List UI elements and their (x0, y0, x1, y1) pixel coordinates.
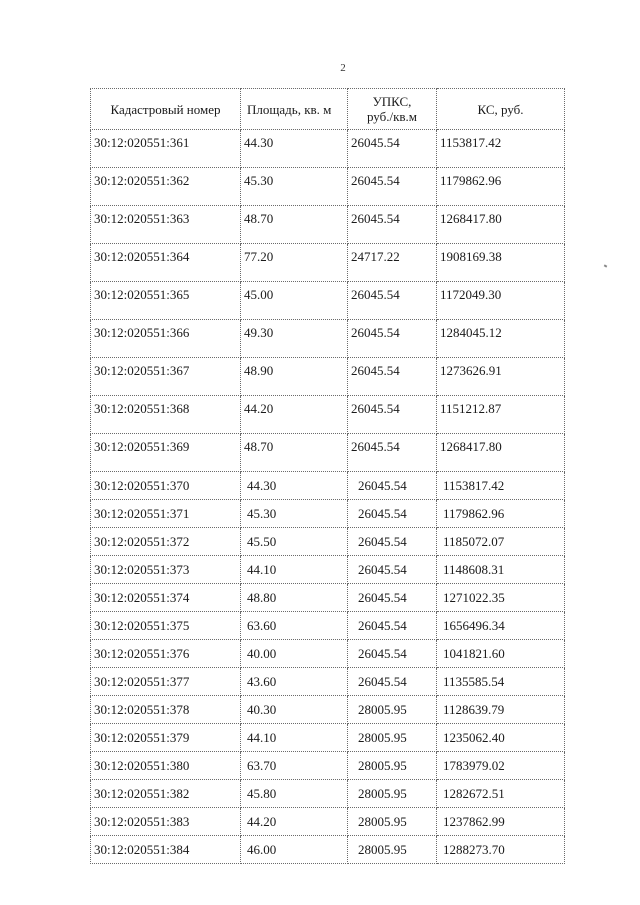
table-row (91, 696, 565, 724)
ks-cell: 1135585.54 (437, 668, 565, 696)
upks-cell: 26045.54 (348, 434, 437, 472)
area-cell: 44.20 (241, 808, 348, 836)
ks-cell: 1128639.79 (437, 696, 565, 724)
table-row (91, 320, 565, 358)
table-row (91, 206, 565, 244)
header-cadastral-number: Кадастровый номер (91, 89, 241, 130)
upks-cell: 26045.54 (348, 396, 437, 434)
cadastral-number-cell: 30:12:020551:374 (91, 584, 241, 612)
area-cell: 44.10 (241, 556, 348, 584)
upks-cell: 26045.54 (348, 612, 437, 640)
upks-cell: 28005.95 (348, 836, 437, 864)
scan-artifact (604, 264, 608, 267)
header-upks (348, 89, 437, 130)
upks-cell: 26045.54 (348, 358, 437, 396)
area-cell: 44.30 (241, 472, 348, 500)
cadastral-number-cell: 30:12:020551:367 (91, 358, 241, 396)
ks-cell: 1237862.99 (437, 808, 565, 836)
area-cell: 44.30 (241, 130, 348, 168)
ks-cell: 1172049.30 (437, 282, 565, 320)
table-row (91, 752, 565, 780)
cadastral-number-cell: 30:12:020551:383 (91, 808, 241, 836)
cadastral-number-cell: 30:12:020551:377 (91, 668, 241, 696)
upks-cell: 28005.95 (348, 808, 437, 836)
area-cell: 45.30 (241, 500, 348, 528)
area-cell: 49.30 (241, 320, 348, 358)
cadastral-number-cell: 30:12:020551:361 (91, 130, 241, 168)
ks-cell: 1282672.51 (437, 780, 565, 808)
ks-cell: 1153817.42 (437, 472, 565, 500)
table-row (91, 500, 565, 528)
page-number: 2 (340, 62, 346, 74)
area-cell: 48.70 (241, 434, 348, 472)
table-row (91, 434, 565, 472)
cadastral-number-cell: 30:12:020551:379 (91, 724, 241, 752)
area-cell: 45.80 (241, 780, 348, 808)
ks-cell: 1656496.34 (437, 612, 565, 640)
area-cell: 48.70 (241, 206, 348, 244)
area-cell: 45.00 (241, 282, 348, 320)
table-row (91, 724, 565, 752)
area-cell: 44.20 (241, 396, 348, 434)
ks-cell: 1273626.91 (437, 358, 565, 396)
area-cell: 77.20 (241, 244, 348, 282)
area-cell: 63.60 (241, 612, 348, 640)
table-row (91, 584, 565, 612)
cadastral-number-cell: 30:12:020551:362 (91, 168, 241, 206)
ks-cell: 1148608.31 (437, 556, 565, 584)
table-row (91, 780, 565, 808)
ks-cell: 1268417.80 (437, 434, 565, 472)
table-row (91, 640, 565, 668)
upks-cell: 26045.54 (348, 206, 437, 244)
header-upks-line2: руб./кв.м (366, 109, 418, 124)
header-upks-line1: УПКС, (372, 94, 412, 109)
ks-cell: 1268417.80 (437, 206, 565, 244)
table-row (91, 612, 565, 640)
table-body-upper (91, 130, 565, 472)
header-area: Площадь, кв. м (241, 89, 348, 130)
cadastral-number-cell: 30:12:020551:384 (91, 836, 241, 864)
upks-cell: 26045.54 (348, 640, 437, 668)
area-cell: 63.70 (241, 752, 348, 780)
upks-cell: 26045.54 (348, 168, 437, 206)
cadastral-number-cell: 30:12:020551:371 (91, 500, 241, 528)
table-row (91, 836, 565, 864)
area-cell: 40.00 (241, 640, 348, 668)
ks-cell: 1179862.96 (437, 168, 565, 206)
cadastral-number-cell: 30:12:020551:363 (91, 206, 241, 244)
ks-cell: 1908169.38 (437, 244, 565, 282)
upks-cell: 26045.54 (348, 584, 437, 612)
upks-cell: 26045.54 (348, 556, 437, 584)
cadastral-number-cell: 30:12:020551:368 (91, 396, 241, 434)
ks-cell: 1153817.42 (437, 130, 565, 168)
upks-cell: 26045.54 (348, 472, 437, 500)
ks-cell: 1235062.40 (437, 724, 565, 752)
upks-cell: 28005.95 (348, 780, 437, 808)
upks-cell: 26045.54 (348, 282, 437, 320)
ks-cell: 1288273.70 (437, 836, 565, 864)
area-cell: 44.10 (241, 724, 348, 752)
header-row (91, 89, 565, 130)
upks-cell: 28005.95 (348, 752, 437, 780)
cadastral-number-cell: 30:12:020551:382 (91, 780, 241, 808)
upks-cell: 26045.54 (348, 668, 437, 696)
table-header (91, 89, 565, 130)
header-ks: КС, руб. (437, 89, 565, 130)
area-cell: 48.80 (241, 584, 348, 612)
table-row (91, 528, 565, 556)
table-row (91, 396, 565, 434)
area-cell: 40.30 (241, 696, 348, 724)
area-cell: 48.90 (241, 358, 348, 396)
table-row (91, 668, 565, 696)
table-body-lower (91, 472, 565, 864)
upks-cell: 26045.54 (348, 528, 437, 556)
table-row (91, 556, 565, 584)
table-row (91, 168, 565, 206)
cadastral-number-cell: 30:12:020551:376 (91, 640, 241, 668)
ks-cell: 1284045.12 (437, 320, 565, 358)
cadastral-number-cell: 30:12:020551:380 (91, 752, 241, 780)
upks-cell: 28005.95 (348, 724, 437, 752)
area-cell: 45.50 (241, 528, 348, 556)
table-row (91, 472, 565, 500)
table-row (91, 244, 565, 282)
upks-cell: 26045.54 (348, 320, 437, 358)
ks-cell: 1151212.87 (437, 396, 565, 434)
cadastral-number-cell: 30:12:020551:364 (91, 244, 241, 282)
ks-cell: 1271022.35 (437, 584, 565, 612)
cadastral-number-cell: 30:12:020551:375 (91, 612, 241, 640)
ks-cell: 1783979.02 (437, 752, 565, 780)
area-cell: 45.30 (241, 168, 348, 206)
upks-cell: 26045.54 (348, 500, 437, 528)
cadastral-value-table (90, 88, 565, 864)
ks-cell: 1179862.96 (437, 500, 565, 528)
table-row (91, 130, 565, 168)
upks-cell: 28005.95 (348, 696, 437, 724)
cadastral-number-cell: 30:12:020551:370 (91, 472, 241, 500)
area-cell: 46.00 (241, 836, 348, 864)
table-row (91, 282, 565, 320)
cadastral-number-cell: 30:12:020551:372 (91, 528, 241, 556)
cadastral-number-cell: 30:12:020551:369 (91, 434, 241, 472)
table-row (91, 358, 565, 396)
cadastral-number-cell: 30:12:020551:373 (91, 556, 241, 584)
ks-cell: 1185072.07 (437, 528, 565, 556)
cadastral-number-cell: 30:12:020551:365 (91, 282, 241, 320)
table-row (91, 808, 565, 836)
cadastral-number-cell: 30:12:020551:378 (91, 696, 241, 724)
upks-cell: 26045.54 (348, 130, 437, 168)
upks-cell: 24717.22 (348, 244, 437, 282)
ks-cell: 1041821.60 (437, 640, 565, 668)
area-cell: 43.60 (241, 668, 348, 696)
cadastral-number-cell: 30:12:020551:366 (91, 320, 241, 358)
